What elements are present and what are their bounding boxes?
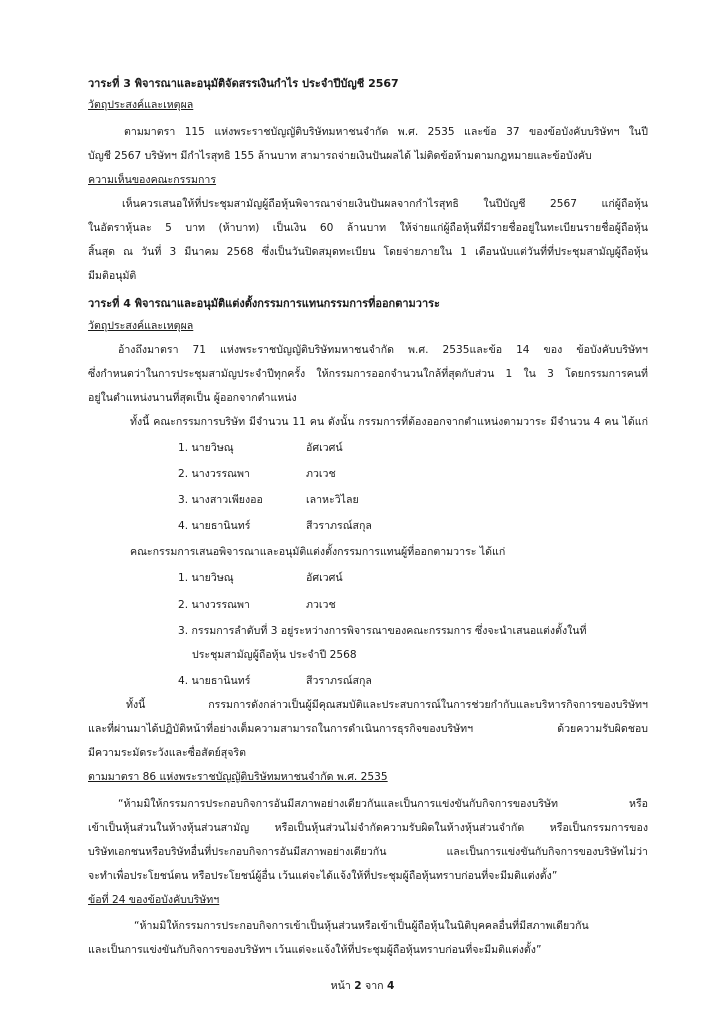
retiring-director-surname: เลาหะวิไลย [306, 494, 359, 506]
footer-prefix: หน้า [330, 980, 351, 992]
section86-heading: ตามมาตรา 86 แห่งพระราชบัญญัติบริษัทมหาชนจำกัด พ.ศ. 2535 [88, 771, 388, 783]
retiring-director-surname: ภวเวช [306, 468, 336, 480]
clause24-line: และเป็นการแข่งขันกับกิจการของบริษัทฯ เว้นแต่จะแจ้งให้ที่ประชุมผู้ถือหุ้นทราบก่อนที่จะมีมติแต่งตั้ง” [88, 944, 542, 956]
agenda3-opinion-line: มีมติอนุมัติ [88, 270, 137, 282]
retiring-director-number: 2. นางวรรณพา [178, 468, 250, 480]
section86-line: จะทำเพื่อประโยชน์ตน หรือประโยชน์ผู้อื่น เว้นแต่จะได้แจ้งให้ที่ประชุมผู้ถือหุ้นทราบก่อนที่จะมีมติแต่งตั้ง” [88, 870, 558, 882]
clause24-line: “ห้ามมิให้กรรมการประกอบกิจการเข้าเป็นหุ้นส่วนหรือเข้าเป็นผู้ถือหุ้นในนิติบุคคลอื่นที่มีสภาพเดียวกัน [134, 920, 589, 932]
section86-line: บริษัทเอกชนหรือบริษัทอื่นที่ประกอบกิจการอันมีสภาพอย่างเดียวกัน และเป็นการแข่งขันกับกิจการของบริษัทไม่ว่า [88, 846, 648, 858]
clause24-heading: ข้อที่ 24 ของข้อบังคับบริษัทฯ [88, 894, 220, 906]
agenda4-board-line: ทั้งนี้ คณะกรรมการบริษัท มีจำนวน 11 คน ดังนั้น กรรมการที่ต้องออกจากตำแหน่งตามวาระ มีจำนวน 4 คน ได้แก่ [130, 416, 648, 428]
agenda3-title: วาระที่ 3 พิจารณาและอนุมัติจัดสรรเงินกำไร ประจำปีบัญชี 2567 [88, 77, 399, 90]
agenda4-objective-line: อ้างถึงมาตรา 71 แห่งพระราชบัญญัติบริษัทมหาชนจำกัด พ.ศ. 2535และข้อ 14 ของ ข้อบังคับบริษัทฯ [118, 344, 648, 356]
proposed-director-item3-cont: ประชุมสามัญผู้ถือหุ้น ประจำปี 2568 [192, 649, 357, 661]
qualification-line: และที่ผ่านมาได้ปฏิบัติหน้าที่อย่างเต็มความสามารถในการดำเนินการธุรกิจของบริษัทฯ ด้วยความรับผิดชอบ [88, 723, 648, 735]
proposed-director-surname: สีวราภรณ์สกุล [306, 675, 372, 687]
footer-page-number: 2 [354, 980, 362, 992]
section86-line: “ห้ามมิให้กรรมการประกอบกิจการอันมีสภาพอย่างเดียวกันและเป็นการแข่งขันกับกิจการของบริษัท หรือ [118, 798, 648, 810]
retiring-director-surname: สีวราภรณ์สกุล [306, 520, 372, 532]
agenda4-title: วาระที่ 4 พิจารณาและอนุมัติแต่งตั้งกรรมการแทนกรรมการที่ออกตามวาระ [88, 297, 440, 310]
agenda4-propose-line: คณะกรรมการเสนอพิจารณาและอนุมัติแต่งตั้งกรรมการแทนผู้ที่ออกตามวาระ ได้แก่ [130, 546, 506, 558]
proposed-director-surname: อัศเวศน์ [306, 572, 343, 584]
proposed-director-number: 2. นางวรรณพา [178, 599, 250, 611]
page-footer [0, 977, 725, 994]
qualification-line: ทั้งนี้ กรรมการดังกล่าวเป็นผู้มีคุณสมบัติและประสบการณ์ในการช่วยกำกับและบริหารกิจการของบริษัทฯ [126, 699, 648, 711]
agenda3-opinion-line: สิ้นสุด ณ วันที่ 3 มีนาคม 2568 ซึ่งเป็นวันปิดสมุดทะเบียน โดยจ่ายภายใน 1 เดือนนับแต่วันที่ที่ประชุมสามัญผู้ถือหุ้น [88, 246, 648, 258]
proposed-director-number: 1. นายวิษณุ [178, 572, 234, 584]
agenda3-objective-line: บัญชี 2567 บริษัทฯ มีกำไรสุทธิ 155 ล้านบาท สามารถจ่ายเงินปันผลได้ ไม่ติดข้อห้ามตามกฎหมายและข้อบังคับ [88, 150, 592, 162]
proposed-director-item3: 3. กรรมการลำดับที่ 3 อยู่ระหว่างการพิจารณาของคณะกรรมการ ซึ่งจะนำเสนอแต่งตั้งในที่ [178, 625, 587, 637]
agenda3-opinion-line: เห็นควรเสนอให้ที่ประชุมสามัญผู้ถือหุ้นพิจารณาจ่ายเงินปันผลจากกำไรสุทธิ ในปีบัญชี 2567 แก่ผู้ถือหุ้น [122, 198, 648, 210]
footer-separator: จาก [364, 980, 384, 992]
footer-page-total: 4 [386, 980, 395, 992]
agenda4-objective-line: อยู่ในตำแหน่งนานที่สุดเป็น ผู้ออกจากตำแหน่ง [88, 392, 297, 404]
proposed-director-surname: ภวเวช [306, 599, 336, 611]
qualification-line: มีความระมัดระวังและซื่อสัตย์สุจริต [88, 747, 247, 759]
retiring-director-number: 1. นายวิษณุ [178, 442, 234, 454]
agenda4-objective-heading: วัตถุประสงค์และเหตุผล [88, 320, 194, 332]
agenda3-opinion-heading: ความเห็นของคณะกรรมการ [88, 174, 217, 186]
agenda4-objective-line: ซึ่งกำหนดว่าในการประชุมสามัญประจำปีทุกครั้ง ให้กรรมการออกจำนวนใกล้ที่สุดกับส่วน 1 ใน 3 โดยกรรมการคนที่ [88, 368, 648, 380]
retiring-director-number: 3. นางสาวเพียงออ [178, 494, 263, 506]
agenda3-objective-line: ตามมาตรา 115 แห่งพระราชบัญญัติบริษัทมหาชนจำกัด พ.ศ. 2535 และข้อ 37 ของข้อบังคับบริษัทฯ ในปี [124, 126, 648, 138]
agenda3-opinion-line: ในอัตราหุ้นละ 5 บาท (ห้าบาท) เป็นเงิน 60 ล้านบาท ให้จ่ายแก่ผู้ถือหุ้นที่มีรายชื่ออยู่ในทะเบียนรายชื่อผู้ถือหุ้น [88, 222, 648, 234]
agenda3-objective-heading: วัตถุประสงค์และเหตุผล [88, 99, 194, 111]
section86-line: เข้าเป็นหุ้นส่วนในห้างหุ้นส่วนสามัญ หรือเป็นหุ้นส่วนไม่จำกัดความรับผิดในห้างหุ้นส่วนจำกัด หรือเป็นกรรมการของ [88, 822, 648, 834]
proposed-director-number: 4. นายธานินทร์ [178, 675, 251, 687]
retiring-director-surname: อัศเวศน์ [306, 442, 343, 454]
retiring-director-number: 4. นายธานินทร์ [178, 520, 251, 532]
